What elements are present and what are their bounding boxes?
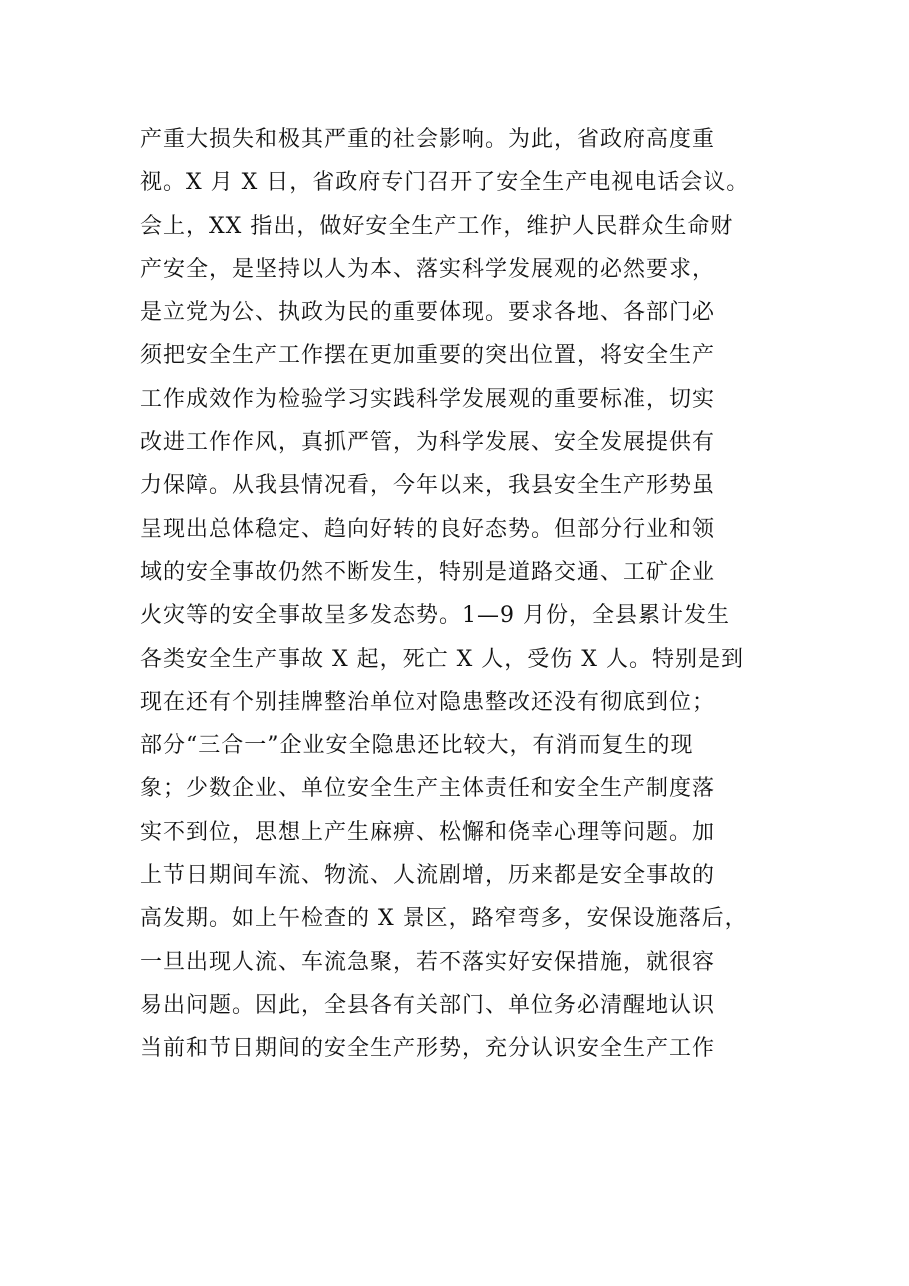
text-line: 改进工作作风，真抓严管，为科学发展、安全发展提供有 [140, 430, 716, 456]
text-line: 一旦出现人流、车流急聚，若不落实好安保措施，就很容 [140, 949, 716, 975]
text-line: 火灾等的安全事故呈多发态势。1—9 月份，全县累计发生 [140, 603, 730, 629]
text-line: 是立党为公、执政为民的重要体现。要求各地、各部门必 [140, 300, 716, 326]
text-line: 视。X 月 X 日，省政府专门召开了安全生产电视电话会议。 [140, 170, 750, 196]
text-line: 产安全，是坚持以人为本、落实科学发展观的必然要求， [140, 256, 716, 282]
text-line: 现在还有个别挂牌整治单位对隐患整改还没有彻底到位； [140, 689, 716, 715]
text-line: 产重大损失和极其严重的社会影响。为此，省政府高度重 [140, 127, 716, 152]
text-line: 象；少数企业、单位安全生产主体责任和安全生产制度落 [140, 776, 716, 802]
text-line: 须把安全生产工作摆在更加重要的突出位置，将安全生产 [140, 343, 716, 369]
text-line: 各类安全生产事故 X 起，死亡 X 人，受伤 X 人。特别是到 [140, 646, 744, 672]
text-line: 当前和节日期间的安全生产形势，充分认识安全生产工作 [140, 1036, 716, 1062]
text-line: 会上，XX 指出，做好安全生产工作，维护人民群众生命财 [140, 213, 734, 239]
text-line: 力保障。从我县情况看，今年以来，我县安全生产形势虽 [140, 473, 716, 499]
body-paragraph [140, 118, 790, 1071]
text-line: 易出问题。因此，全县各有关部门、单位务必清醒地认识 [140, 992, 716, 1018]
text-line: 域的安全事故仍然不断发生，特别是道路交通、工矿企业 [140, 559, 716, 585]
text-line: 高发期。如上午检查的 X 景区，路窄弯多，安保设施落后， [140, 906, 748, 932]
text-line: 实不到位，思想上产生麻痹、松懈和侥幸心理等问题。加 [140, 819, 716, 845]
text-line: 部分“三合一”企业安全隐患还比较大，有消而复生的现 [140, 733, 694, 759]
text-line: 呈现出总体稳定、趋向好转的良好态势。但部分行业和领 [140, 516, 716, 542]
text-line: 工作成效作为检验学习实践科学发展观的重要标准，切实 [140, 386, 716, 412]
text-line: 上节日期间车流、物流、人流剧增，历来都是安全事故的 [140, 863, 716, 889]
